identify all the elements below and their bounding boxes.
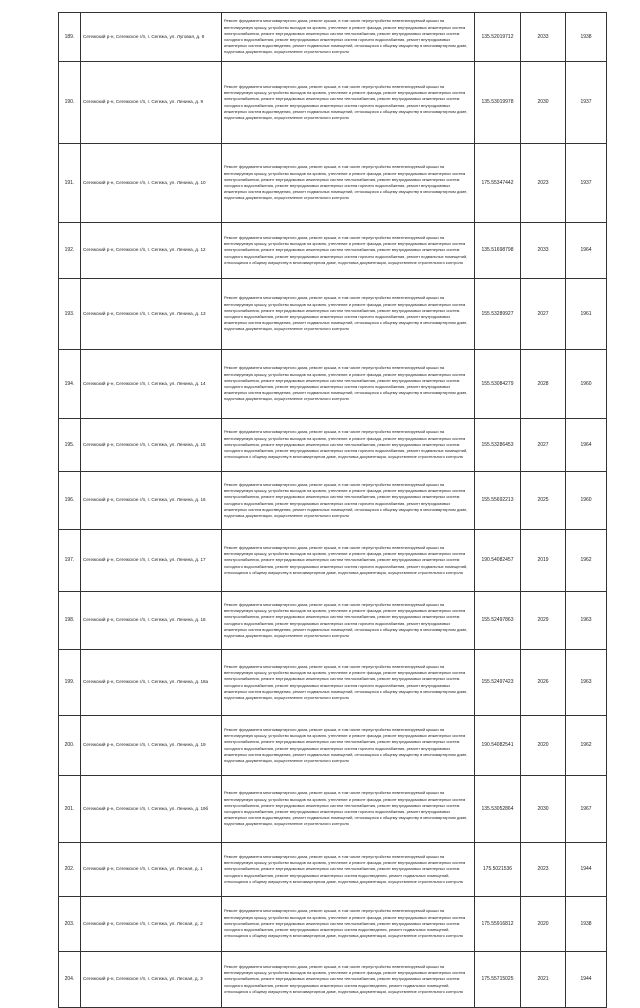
- address-cell: Сегежский р-н, Сегежское г/п, г. Сегежа, ул. Ленина, д. 13: [81, 279, 222, 350]
- value-cell: 155.53084279: [475, 350, 521, 419]
- built-year-cell: 1944: [566, 843, 607, 897]
- row-number: 193.: [59, 279, 81, 350]
- planned-year-cell: 2028: [521, 350, 566, 419]
- works-cell: Ремонт фундамента многоквартирного дома, ремонт крыши, в том числе переустройство невентилируемой крыши на вентилируемую крышу, устройство выходов на кровлю, утепление и ремонт фасада, ремонт внутридомовых инженерных систем электроснабжения, ремонт внутридомовых инженерных систем теплоснабжения, ремонт внутридомовых инженерных систем холодного водоснабжения, ремонт внутридомовых инженерных систем горячего водоснабжения, ремонт подвальных помещений, относящихся к общему имуществу в многоквартирном доме, подготовка документации, осуществление строительного контроля: [222, 530, 475, 592]
- planned-year-cell: 2033: [521, 13, 566, 62]
- built-year-cell: 1964: [566, 223, 607, 279]
- table-row: [59, 952, 607, 1008]
- built-year-cell: 1967: [566, 776, 607, 843]
- table-row: [59, 592, 607, 650]
- address-cell: Сегежский р-н, Сегежское г/п, г. Сегежа, ул. Ленина, д. 19б: [81, 776, 222, 843]
- table-row: [59, 650, 607, 716]
- address-cell: Сегежский р-н, Сегежское г/п, г. Сегежа, ул. Ленина, д. 15: [81, 419, 222, 472]
- planned-year-cell: 2019: [521, 530, 566, 592]
- works-cell: Ремонт фундамента многоквартирного дома, ремонт крыши, в том числе переустройство невентилируемой крыши на вентилируемую крышу, устройство выходов на кровлю, утепление и ремонт фасада, ремонт внутридомовых инженерных систем электроснабжения, ремонт внутридомовых инженерных систем теплоснабжения, ремонт внутридомовых инженерных систем холодного водоснабжения, ремонт внутридомовых инженерных систем горячего водоснабжения, ремонт подвальных помещений, относящихся к общему имуществу в многоквартирном доме, подготовка документации, осуществление строительного контроля: [222, 223, 475, 279]
- built-year-cell: 1938: [566, 13, 607, 62]
- address-cell: Сегежский р-н, Сегежское г/п, г. Сегежа, ул. Луговая, д. 8: [81, 13, 222, 62]
- value-cell: 155.55692213: [475, 472, 521, 530]
- planned-year-cell: 2023: [521, 144, 566, 223]
- works-cell: Ремонт фундамента многоквартирного дома, ремонт крыши, в том числе переустройство невентилируемой крыши на вентилируемую крышу, устройство выходов на кровлю, утепление и ремонт фасада, ремонт внутридомовых инженерных систем электроснабжения, ремонт внутридомовых инженерных систем теплоснабжения, ремонт внутридомовых инженерных систем холодного водоснабжения, ремонт внутридомовых инженерных систем горячего водоснабжения, ремонт внутридомовых инженерных систем водоотведения, ремонт подвальных помещений, относящихся к общему имуществу в многоквартирном доме, подготовка документации, осуществление строительного контроля: [222, 144, 475, 223]
- repair-program-table: [58, 12, 607, 1008]
- built-year-cell: 1963: [566, 650, 607, 716]
- value-cell: 155.53286453: [475, 419, 521, 472]
- planned-year-cell: 2030: [521, 776, 566, 843]
- value-cell: 135.53052864: [475, 776, 521, 843]
- row-number: 199.: [59, 650, 81, 716]
- address-cell: Сегежский р-н, Сегежское г/п, г. Сегежа, ул. Лесная, д. 1: [81, 843, 222, 897]
- table-row: [59, 776, 607, 843]
- row-number: 200.: [59, 716, 81, 776]
- works-cell: Ремонт фундамента многоквартирного дома, ремонт крыши, в том числе переустройство невентилируемой крыши на вентилируемую крышу, устройство выходов на кровлю, утепление и ремонт фасада, ремонт внутридомовых инженерных систем электроснабжения, ремонт внутридомовых инженерных систем теплоснабжения, ремонт внутридомовых инженерных систем холодного водоснабжения, ремонт внутридомовых инженерных систем водоотведения, ремонт подвальных помещений, относящихся к общему имуществу в многоквартирном доме, подготовка документации, осуществление строительного контроля: [222, 897, 475, 952]
- works-cell: Ремонт фундамента многоквартирного дома, ремонт крыши, в том числе переустройство невентилируемой крыши на вентилируемую крышу, устройство выходов на кровлю, утепление и ремонт фасада, ремонт внутридомовых инженерных систем электроснабжения, ремонт внутридомовых инженерных систем теплоснабжения, ремонт внутридомовых инженерных систем холодного водоснабжения, ремонт внутридомовых инженерных систем горячего водоснабжения, ремонт внутридомовых инженерных систем водоотведения, ремонт подвальных помещений, относящихся к общему имуществу в многоквартирном доме, подготовка документации, осуществление строительного контроля: [222, 472, 475, 530]
- row-number: 189.: [59, 13, 81, 62]
- row-number: 201.: [59, 776, 81, 843]
- table-row: [59, 223, 607, 279]
- value-cell: 175.55916812: [475, 897, 521, 952]
- address-cell: Сегежский р-н, Сегежское г/п, г. Сегежа, ул. Ленина, д. 16: [81, 472, 222, 530]
- planned-year-cell: 2027: [521, 279, 566, 350]
- table-row: [59, 13, 607, 62]
- built-year-cell: 1961: [566, 279, 607, 350]
- row-number: 190.: [59, 62, 81, 144]
- row-number: 191.: [59, 144, 81, 223]
- value-cell: 190.54082541: [475, 716, 521, 776]
- built-year-cell: 1960: [566, 472, 607, 530]
- planned-year-cell: 2023: [521, 843, 566, 897]
- planned-year-cell: 2027: [521, 419, 566, 472]
- works-cell: Ремонт фундамента многоквартирного дома, ремонт крыши, в том числе переустройство невентилируемой крыши на вентилируемую крышу, устройство выходов на кровлю, утепление и ремонт фасада, ремонт внутридомовых инженерных систем электроснабжения, ремонт внутридомовых инженерных систем теплоснабжения, ремонт внутридомовых инженерных систем холодного водоснабжения, ремонт внутридомовых инженерных систем водоотведения, ремонт подвальных помещений, относящихся к общему имуществу в многоквартирном доме, подготовка документации, осуществление строительного контроля: [222, 843, 475, 897]
- built-year-cell: 1937: [566, 62, 607, 144]
- built-year-cell: 1937: [566, 144, 607, 223]
- built-year-cell: 1938: [566, 897, 607, 952]
- works-cell: Ремонт фундамента многоквартирного дома, ремонт крыши, в том числе переустройство невентилируемой крыши на вентилируемую крышу, устройство выходов на кровлю, утепление и ремонт фасада, ремонт внутридомовых инженерных систем электроснабжения, ремонт внутридомовых инженерных систем теплоснабжения, ремонт внутридомовых инженерных систем холодного водоснабжения, ремонт внутридомовых инженерных систем горячего водоснабжения, ремонт внутридомовых инженерных систем водоотведения, ремонт подвальных помещений, относящихся к общему имуществу в многоквартирном доме, подготовка документации, осуществление строительного контроля: [222, 350, 475, 419]
- planned-year-cell: 2030: [521, 62, 566, 144]
- table-row: [59, 472, 607, 530]
- table-row: [59, 62, 607, 144]
- table-row: [59, 419, 607, 472]
- address-cell: Сегежский р-н, Сегежское г/п, г. Сегежа, ул. Лесная, д. 2: [81, 897, 222, 952]
- row-number: 203.: [59, 897, 81, 952]
- table-row: [59, 843, 607, 897]
- value-cell: 155.52497423: [475, 650, 521, 716]
- address-cell: Сегежский р-н, Сегежское г/п, г. Сегежа, ул. Ленина, д. 14: [81, 350, 222, 419]
- works-cell: Ремонт фундамента многоквартирного дома, ремонт крыши, в том числе переустройство невентилируемой крыши на вентилируемую крышу, устройство выходов на кровлю, утепление и ремонт фасада, ремонт внутридомовых инженерных систем электроснабжения, ремонт внутридомовых инженерных систем теплоснабжения, ремонт внутридомовых инженерных систем холодного водоснабжения, ремонт внутридомовых инженерных систем горячего водоснабжения, ремонт подвальных помещений, относящихся к общему имуществу в многоквартирном доме, подготовка документации, осуществление строительного контроля: [222, 419, 475, 472]
- value-cell: 135.51698798: [475, 223, 521, 279]
- planned-year-cell: 2026: [521, 650, 566, 716]
- row-number: 197.: [59, 530, 81, 592]
- value-cell: 155.53289927: [475, 279, 521, 350]
- row-number: 198.: [59, 592, 81, 650]
- table-row: [59, 144, 607, 223]
- value-cell: 175.55715025: [475, 952, 521, 1008]
- row-number: 194.: [59, 350, 81, 419]
- row-number: 196.: [59, 472, 81, 530]
- planned-year-cell: 2020: [521, 716, 566, 776]
- works-cell: Ремонт фундамента многоквартирного дома, ремонт крыши, в том числе переустройство невентилируемой крыши на вентилируемую крышу, устройство выходов на кровлю, утепление и ремонт фасада, ремонт внутридомовых инженерных систем электроснабжения, ремонт внутридомовых инженерных систем теплоснабжения, ремонт внутридомовых инженерных систем холодного водоснабжения, ремонт внутридомовых инженерных систем горячего водоснабжения, ремонт внутридомовых инженерных систем водоотведения, ремонт подвальных помещений, относящихся к общему имуществу в многоквартирном доме, подготовка документации, осуществление строительного контроля: [222, 716, 475, 776]
- table-body: [59, 13, 607, 1008]
- value-cell: 175.5021536: [475, 843, 521, 897]
- row-number: 202.: [59, 843, 81, 897]
- document-page: [58, 12, 606, 1008]
- works-cell: Ремонт фундамента многоквартирного дома, ремонт крыши, в том числе переустройство невентилируемой крыши на вентилируемую крышу, устройство выходов на кровлю, утепление и ремонт фасада, ремонт внутридомовых инженерных систем электроснабжения, ремонт внутридомовых инженерных систем теплоснабжения, ремонт внутридомовых инженерных систем холодного водоснабжения, ремонт внутридомовых инженерных систем горячего водоснабжения, ремонт внутридомовых инженерных систем водоотведения, ремонт подвальных помещений, относящихся к общему имуществу в многоквартирном доме, подготовка документации, осуществление строительного контроля: [222, 13, 475, 62]
- table-row: [59, 350, 607, 419]
- table-row: [59, 279, 607, 350]
- address-cell: Сегежский р-н, Сегежское г/п, г. Сегежа, ул. Ленина, д. 12: [81, 223, 222, 279]
- planned-year-cell: 2020: [521, 897, 566, 952]
- address-cell: Сегежский р-н, Сегежское г/п, г. Сегежа, ул. Ленина, д. 17: [81, 530, 222, 592]
- built-year-cell: 1963: [566, 592, 607, 650]
- built-year-cell: 1962: [566, 716, 607, 776]
- works-cell: Ремонт фундамента многоквартирного дома, ремонт крыши, в том числе переустройство невентилируемой крыши на вентилируемую крышу, устройство выходов на кровлю, утепление и ремонт фасада, ремонт внутридомовых инженерных систем электроснабжения, ремонт внутридомовых инженерных систем теплоснабжения, ремонт внутридомовых инженерных систем холодного водоснабжения, ремонт внутридомовых инженерных систем горячего водоснабжения, ремонт внутридомовых инженерных систем водоотведения, ремонт подвальных помещений, относящихся к общему имуществу в многоквартирном доме, подготовка документации, осуществление строительного контроля: [222, 592, 475, 650]
- built-year-cell: 1964: [566, 419, 607, 472]
- works-cell: Ремонт фундамента многоквартирного дома, ремонт крыши, в том числе переустройство невентилируемой крыши на вентилируемую крышу, устройство выходов на кровлю, утепление и ремонт фасада, ремонт внутридомовых инженерных систем электроснабжения, ремонт внутридомовых инженерных систем теплоснабжения, ремонт внутридомовых инженерных систем холодного водоснабжения, ремонт внутридомовых инженерных систем горячего водоснабжения, ремонт внутридомовых инженерных систем водоотведения, ремонт подвальных помещений, относящихся к общему имуществу в многоквартирном доме, подготовка документации, осуществление строительного контроля: [222, 776, 475, 843]
- built-year-cell: 1944: [566, 952, 607, 1008]
- address-cell: Сегежский р-н, Сегежское г/п, г. Сегежа, ул. Ленина, д. 9: [81, 62, 222, 144]
- value-cell: 175.55347442: [475, 144, 521, 223]
- planned-year-cell: 2033: [521, 223, 566, 279]
- built-year-cell: 1962: [566, 530, 607, 592]
- address-cell: Сегежский р-н, Сегежское г/п, г. Сегежа, ул. Лесная, д. 3: [81, 952, 222, 1008]
- table-row: [59, 530, 607, 592]
- row-number: 195.: [59, 419, 81, 472]
- value-cell: 135.52019712: [475, 13, 521, 62]
- works-cell: Ремонт фундамента многоквартирного дома, ремонт крыши, в том числе переустройство невентилируемой крыши на вентилируемую крышу, устройство выходов на кровлю, утепление и ремонт фасада, ремонт внутридомовых инженерных систем электроснабжения, ремонт внутридомовых инженерных систем теплоснабжения, ремонт внутридомовых инженерных систем холодного водоснабжения, ремонт внутридомовых инженерных систем горячего водоснабжения, ремонт внутридомовых инженерных систем водоотведения, ремонт подвальных помещений, относящихся к общему имуществу в многоквартирном доме, подготовка документации, осуществление строительного контроля: [222, 650, 475, 716]
- address-cell: Сегежский р-н, Сегежское г/п, г. Сегежа, ул. Ленина, д. 19: [81, 716, 222, 776]
- address-cell: Сегежский р-н, Сегежское г/п, г. Сегежа, ул. Ленина, д. 18а: [81, 650, 222, 716]
- built-year-cell: 1960: [566, 350, 607, 419]
- table-row: [59, 716, 607, 776]
- value-cell: 190.54082457: [475, 530, 521, 592]
- address-cell: Сегежский р-н, Сегежское г/п, г. Сегежа, ул. Ленина, д. 10: [81, 144, 222, 223]
- works-cell: Ремонт фундамента многоквартирного дома, ремонт крыши, в том числе переустройство невентилируемой крыши на вентилируемую крышу, устройство выходов на кровлю, утепление и ремонт фасада, ремонт внутридомовых инженерных систем электроснабжения, ремонт внутридомовых инженерных систем теплоснабжения, ремонт внутридомовых инженерных систем холодного водоснабжения, ремонт внутридомовых инженерных систем горячего водоснабжения, ремонт внутридомовых инженерных систем водоотведения, ремонт подвальных помещений, относящихся к общему имуществу в многоквартирном доме, подготовка документации, осуществление строительного контроля: [222, 279, 475, 350]
- works-cell: Ремонт фундамента многоквартирного дома, ремонт крыши, в том числе переустройство невентилируемой крыши на вентилируемую крышу, устройство выходов на кровлю, утепление и ремонт фасада, ремонт внутридомовых инженерных систем электроснабжения, ремонт внутридомовых инженерных систем теплоснабжения, ремонт внутридомовых инженерных систем холодного водоснабжения, ремонт внутридомовых инженерных систем водоотведения, ремонт подвальных помещений, относящихся к общему имуществу в многоквартирном доме, подготовка документации, осуществление строительного контроля: [222, 952, 475, 1008]
- value-cell: 135.53019978: [475, 62, 521, 144]
- works-cell: Ремонт фундамента многоквартирного дома, ремонт крыши, в том числе переустройство невентилируемой крыши на вентилируемую крышу, устройство выходов на кровлю, утепление и ремонт фасада, ремонт внутридомовых инженерных систем электроснабжения, ремонт внутридомовых инженерных систем теплоснабжения, ремонт внутридомовых инженерных систем холодного водоснабжения, ремонт внутридомовых инженерных систем горячего водоснабжения, ремонт внутридомовых инженерных систем водоотведения, ремонт подвальных помещений, относящихся к общему имуществу в многоквартирном доме, подготовка документации, осуществление строительного контроля: [222, 62, 475, 144]
- planned-year-cell: 2029: [521, 592, 566, 650]
- row-number: 204.: [59, 952, 81, 1008]
- planned-year-cell: 2021: [521, 952, 566, 1008]
- value-cell: 155.52497863: [475, 592, 521, 650]
- row-number: 192.: [59, 223, 81, 279]
- address-cell: Сегежский р-н, Сегежское г/п, г. Сегежа, ул. Ленина, д. 18: [81, 592, 222, 650]
- planned-year-cell: 2025: [521, 472, 566, 530]
